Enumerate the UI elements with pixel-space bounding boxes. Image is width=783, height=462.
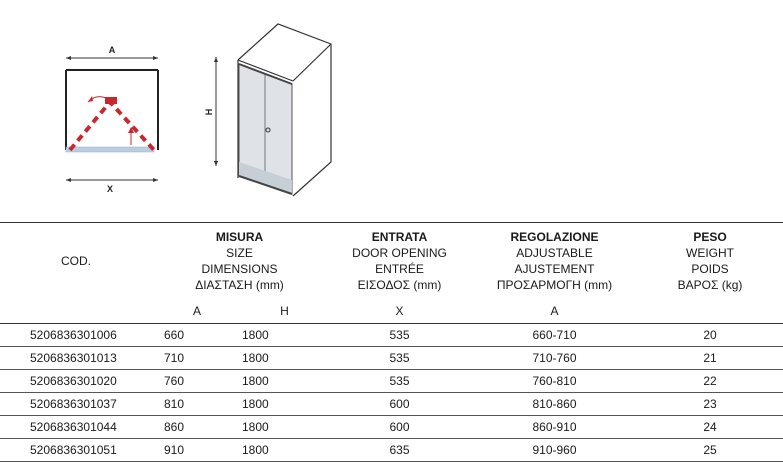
header-size: MISURA SIZE DIMENSIONS ΔΙΑΣΤΑΣΗ (mm) <box>152 223 327 300</box>
table-row: 5206836301020 760 1800 535 760-810 22 <box>0 370 783 393</box>
header-code: COD. <box>0 223 152 300</box>
sub-h: H <box>242 299 327 324</box>
table-row: 5206836301044 860 1800 600 860-910 24 <box>0 416 783 439</box>
table-row: 5206836301037 810 1800 600 810-860 23 <box>0 393 783 416</box>
table-row: 5206836301051 910 1800 635 910-960 25 <box>0 439 783 462</box>
header-adjust: REGOLAZIONE ADJUSTABLE AJUSTEMENT ΠΡΟΣΑΡΜΟΓΗ (mm) <box>472 223 637 300</box>
table-header-row <box>0 223 783 300</box>
sub-a: A <box>152 299 242 324</box>
perspective-diagram <box>204 24 331 196</box>
spec-table <box>0 222 783 462</box>
dim-x-label: X <box>106 184 114 194</box>
plan-view-diagram <box>0 0 783 215</box>
door-track <box>66 147 154 152</box>
door-handle-mark <box>105 97 117 104</box>
table-subheader-row <box>0 299 783 324</box>
sub-adj: A <box>472 299 637 324</box>
table-row: 5206836301013 710 1800 535 710-760 21 <box>0 347 783 370</box>
dim-a-label: A <box>108 45 116 55</box>
sub-weight <box>637 299 783 324</box>
door-swing-path <box>70 102 154 150</box>
diagrams-area <box>0 0 783 215</box>
dim-h-label: H <box>204 108 214 116</box>
table-row: 5206836301006 660 1800 535 660-710 20 <box>0 324 783 347</box>
header-opening: ENTRATA DOOR OPENING ENTRÉE ΕΙΣΟΔΟΣ (mm) <box>327 223 472 300</box>
sub-x: X <box>327 299 472 324</box>
sub-empty <box>0 299 152 324</box>
header-weight: PESO WEIGHT POIDS ΒΑΡΟΣ (kg) <box>637 223 783 300</box>
